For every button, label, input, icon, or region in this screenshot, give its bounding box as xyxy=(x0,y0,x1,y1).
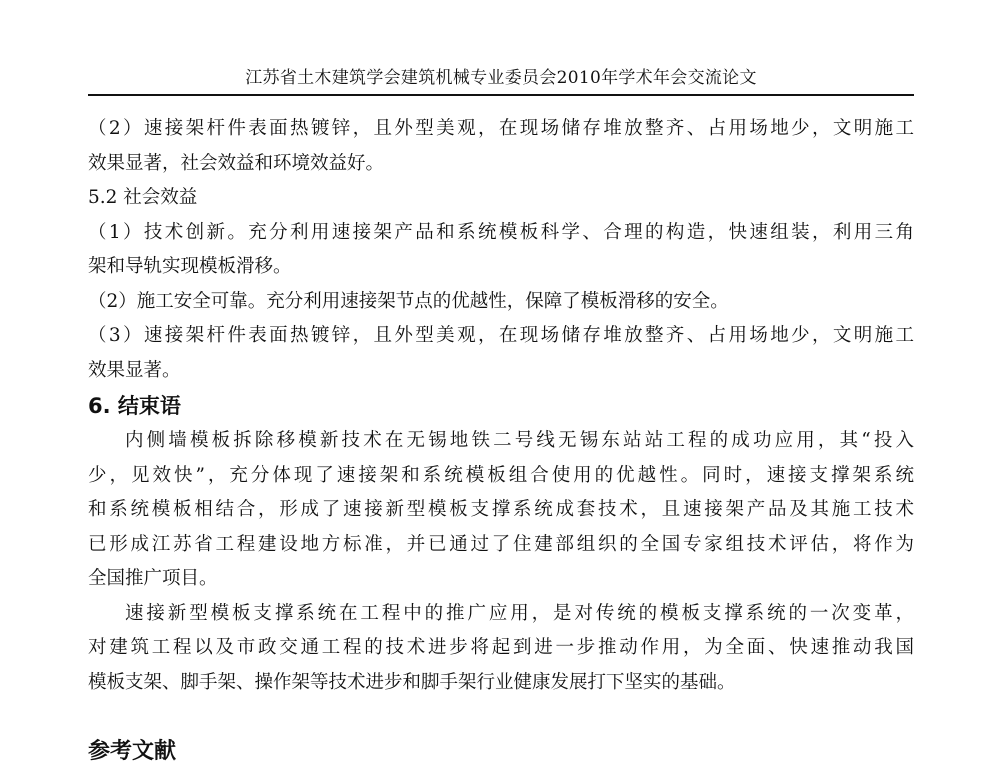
text-line: 架和导轨实现模板滑移。 xyxy=(88,256,292,277)
paragraph-line: 速接新型模板支撑系统在工程中的推广应用，是对传统的模板支撑系统的一次变革， xyxy=(125,602,914,624)
paragraph-line: 全国推广项目。 xyxy=(88,568,218,589)
references-heading: 参考文献 xyxy=(88,739,177,764)
paragraph-line: 已形成江苏省工程建设地方标准，并已通过了住建部组织的全国专家组技术评估，将作为 xyxy=(88,533,914,555)
header-rule xyxy=(88,94,914,96)
text-line: 效果显著。 xyxy=(88,359,181,381)
paragraph-line: 对建筑工程以及市政交通工程的技术进步将起到进一步推动作用，为全面、快速推动我国 xyxy=(88,637,914,658)
paragraph-line: 内侧墙模板拆除移模新技术在无锡地铁二号线无锡东站站工程的成功应用，其“投入 xyxy=(125,430,914,451)
section-heading-6: 6. 结束语 xyxy=(88,394,181,418)
paragraph-line: 少，见效快”，充分体现了速接架和系统模板组合使用的优越性。同时，速接支撑架系统 xyxy=(88,464,914,486)
subsection-heading-5-2: 5.2 社会效益 xyxy=(88,187,198,208)
body-text xyxy=(88,112,914,700)
text-line: （3）速接架杆件表面热镀锌，且外型美观，在现场储存堆放整齐、占用场地少，文明施工 xyxy=(88,325,914,346)
text-line: 效果显著，社会效益和环境效益好。 xyxy=(88,152,385,174)
text-line: （1）技术创新。充分利用速接架产品和系统模板科学、合理的构造，快速组装，利用三角 xyxy=(88,221,914,243)
text-line: （2）速接架杆件表面热镀锌，且外型美观，在现场储存堆放整齐、占用场地少，文明施工 xyxy=(88,118,914,139)
paragraph-line: 和系统模板相结合，形成了速接新型模板支撑系统成套技术，且速接架产品及其施工技术 xyxy=(88,499,914,520)
running-header: 江苏省土木建筑学会建筑机械专业委员会2010年学术年会交流论文 xyxy=(245,68,757,88)
paragraph-line: 模板支架、脚手架、操作架等技术进步和脚手架行业健康发展打下坚实的基础。 xyxy=(88,671,736,693)
text-line: （2）施工安全可靠。充分利用速接架节点的优越性，保障了模板滑移的安全。 xyxy=(88,290,729,312)
